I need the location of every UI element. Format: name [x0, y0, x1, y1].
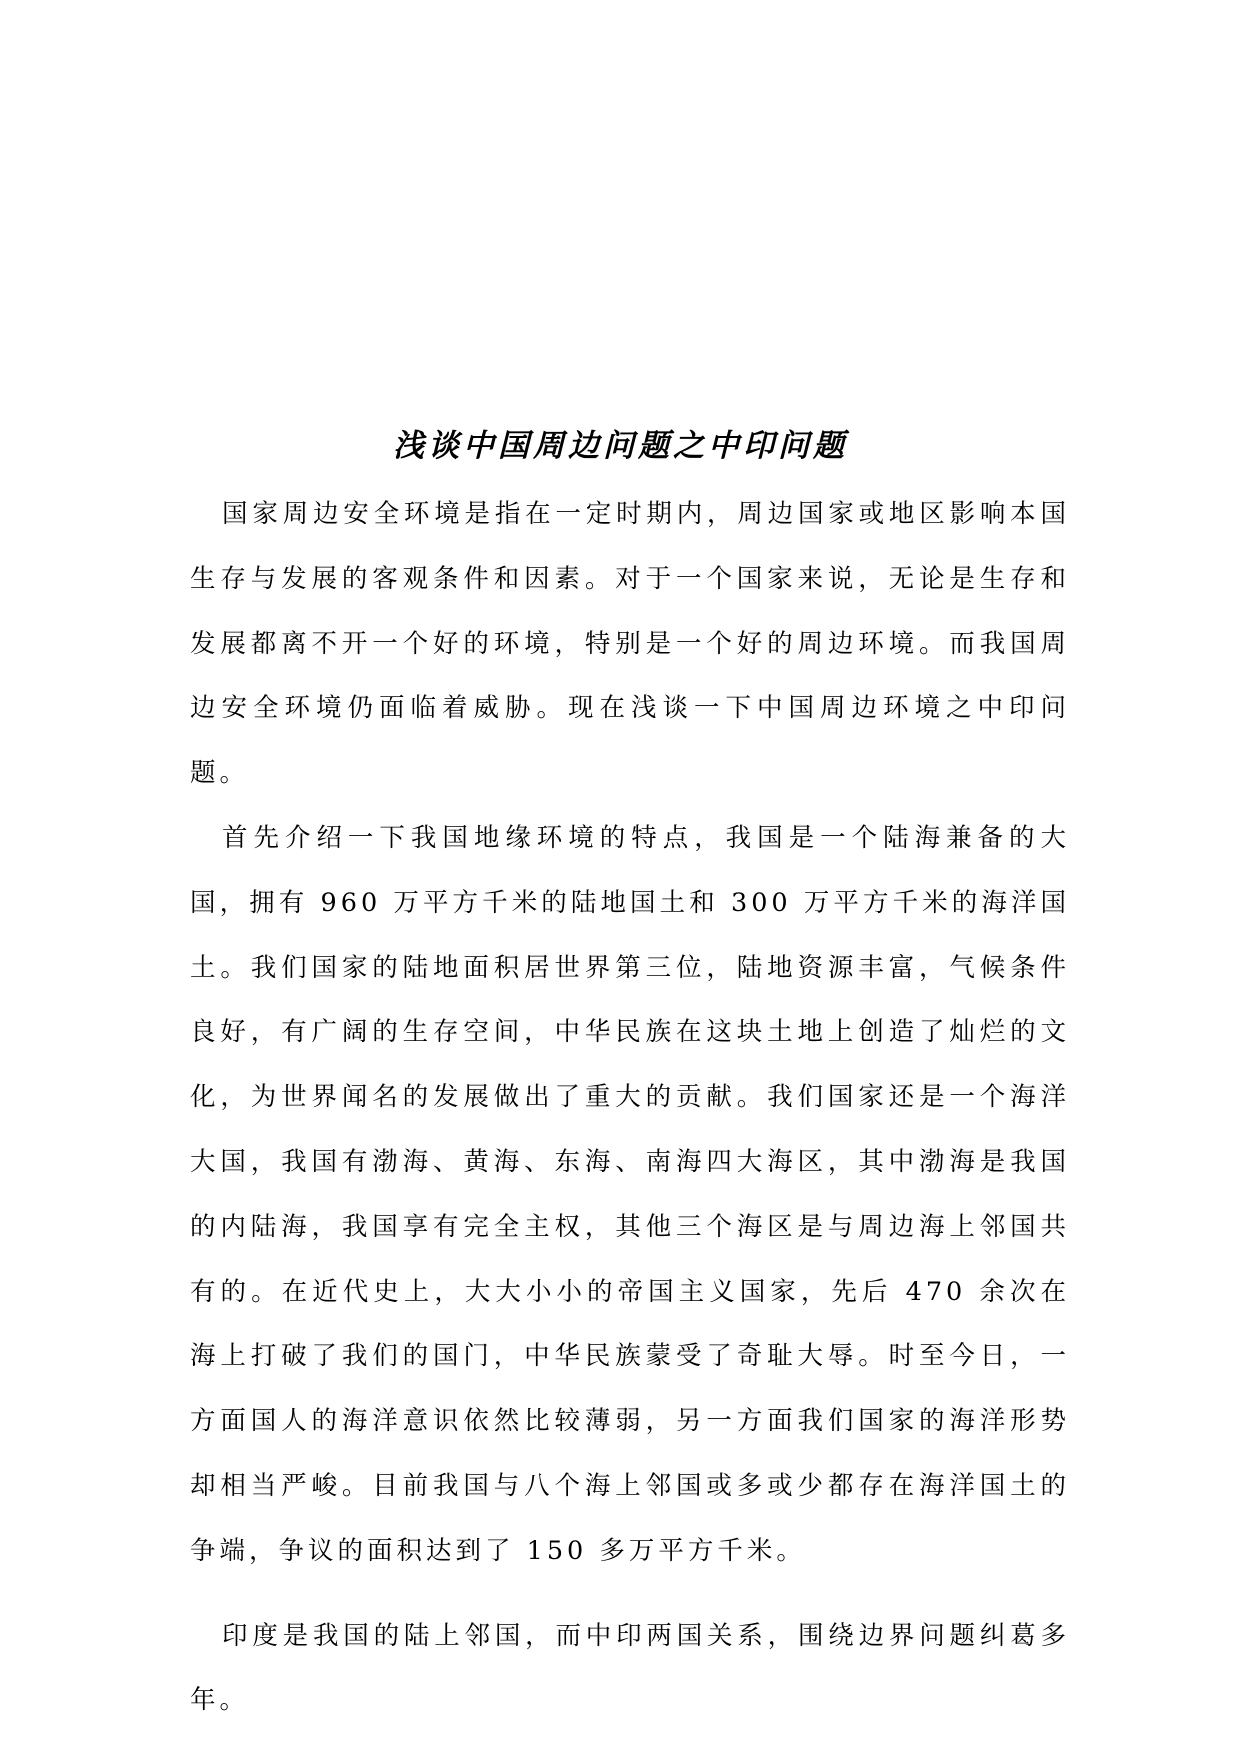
document-title: 浅谈中国周边问题之中印问题	[393, 428, 848, 464]
document-body	[190, 482, 1070, 1733]
paragraph-1: 国家周边安全环境是指在一定时期内，周边国家或地区影响本国生存与发展的客观条件和因素。对于一个国家来说，无论是生存和发展都离不开一个好的环境，特别是一个好的周边环境。而我国周边安全环境仍面临着威胁。现在浅谈一下中国周边环境之中印问题。	[190, 499, 1070, 789]
paragraph-2: 首先介绍一下我国地缘环境的特点，我国是一个陆海兼备的大国，拥有 960 万平方千米的陆地国土和 300 万平方千米的海洋国土。我们国家的陆地面积居世界第三位，陆地资源丰富，气候条件良好，有广阔的生存空间，中华民族在这块土地上创造了灿烂的文化，为世界闻名的发展做出了重大的贡献。我们国家还是一个海洋大国，我国有渤海、黄海、东海、南海四大海区，其中渤海是我国的内陆海，我国享有完全主权，其他三个海区是与周边海上邻国共有的。在近代史上，大大小小的帝国主义国家，先后 470 余次在海上打破了我们的国门，中华民族蒙受了奇耻大辱。时至今日，一方面国人的海洋意识依然比较薄弱，另一方面我们国家的海洋形势却相当严峻。目前我国与八个海上邻国或多或少都存在海洋国土的争端，争议的面积达到了 150 多万平方千米。	[190, 822, 1070, 1566]
paragraph-3: 印度是我国的陆上邻国，而中印两国关系，围绕边界问题纠葛多年。	[190, 1620, 1070, 1716]
